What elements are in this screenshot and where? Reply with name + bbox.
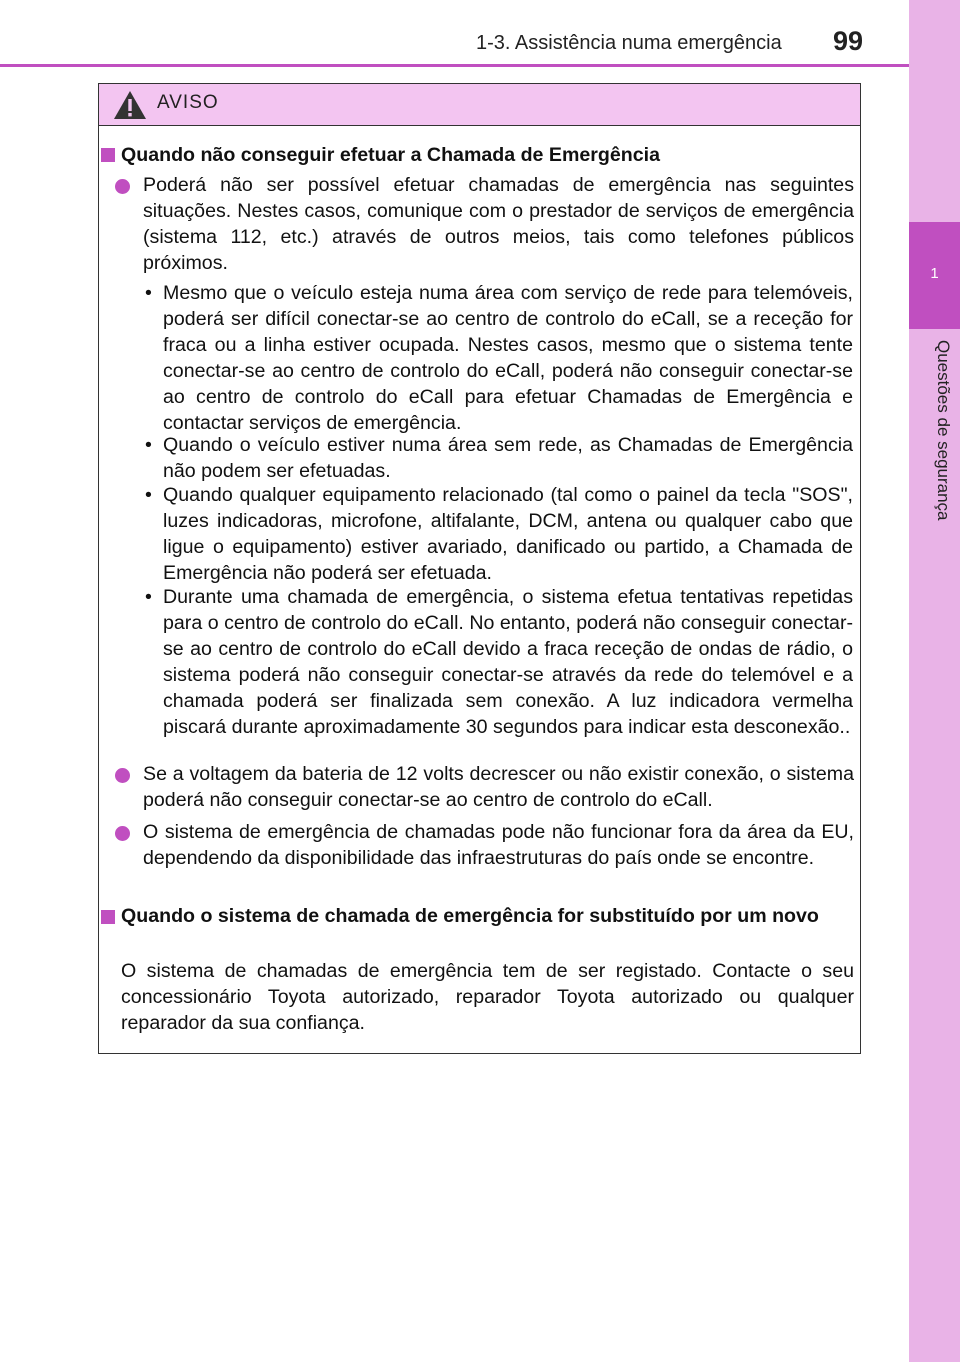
list-item: Quando o veículo estiver numa área sem rede, as Chamadas de Emergência não podem ser efetuadas. — [163, 434, 853, 482]
header-rule — [0, 64, 909, 67]
section-heading: Quando o sistema de chamada de emergência for substituído por um novo — [121, 905, 819, 927]
paragraph: O sistema de chamadas de emergência tem de ser registado. Contacte o seu concessionário Toyota autorizado, reparador Toyota autorizado ou qualquer reparador da sua confiança. — [121, 960, 854, 1034]
section-heading: Quando não conseguir efetuar a Chamada de Emergência — [121, 144, 660, 166]
chapter-number: 1 — [930, 265, 939, 282]
warning-triangle-icon — [113, 90, 147, 120]
warning-title: AVISO — [157, 92, 219, 113]
section-marker-square — [101, 148, 115, 162]
list-item: Quando qualquer equipamento relacionado (tal como o painel da tecla "SOS", luzes indicadoras, microfone, altifalante, DCM, antena ou qualquer cabo que ligue o equipamento) estiver avariado, danificado ou partido, a Chamada de Emergência não poderá ser efetuada. — [163, 484, 853, 584]
bullet-dot — [115, 179, 130, 194]
page-number: 99 — [833, 26, 864, 56]
bullet-dot — [115, 768, 130, 783]
paragraph: Se a voltagem da bateria de 12 volts decrescer ou não existir conexão, o sistema poderá não conseguir conectar-se ao centro de controlo do eCall. — [143, 763, 854, 811]
chapter-label: Questões de segurança — [934, 340, 953, 521]
list-bullet: • — [145, 282, 152, 304]
chapter-tab — [909, 0, 960, 1362]
warning-header — [99, 84, 860, 126]
bullet-dot — [115, 826, 130, 841]
paragraph: O sistema de emergência de chamadas pode não funcionar fora da área da EU, dependendo da disponibilidade das infraestruturas do país onde se encontre. — [143, 821, 854, 869]
section-title: 1-3. Assistência numa emergência — [476, 32, 782, 54]
list-bullet: • — [145, 434, 152, 456]
paragraph: Poderá não ser possível efetuar chamadas de emergência nas seguintes situações. Nestes casos, comunique com o prestador de serviços de emergência (sistema 112, etc.) através de outros meios, tais como telefones públicos próximos. — [143, 174, 854, 274]
list-item: Durante uma chamada de emergência, o sistema efetua tentativas repetidas para o centro de controlo do eCall. No entanto, poderá não conseguir conectar-se ao centro de controlo do eCall devido a fraca receção de ondas de rádio, o sistema poderá não conseguir conectar-se através da rede do telemóvel e a chamada poderá ser finalizada sem conexão. A luz indicadora vermelha piscará durante aproximadamente 30 segundos para indicar esta desconexão.. — [163, 586, 853, 738]
list-bullet: • — [145, 484, 152, 506]
warning-box — [98, 83, 861, 1054]
list-bullet: • — [145, 586, 152, 608]
section-marker-square — [101, 910, 115, 924]
list-item: Mesmo que o veículo esteja numa área com serviço de rede para telemóveis, poderá ser difícil conectar-se ao centro de controlo do eCall, se a receção for fraca ou a linha estiver ocupada. Nestes casos, mesmo que o sistema tente conectar-se ao centro de controlo do eCall, poderá não conseguir conectar-se ao centro de controlo do eCall para efetuar Chamadas de Emergência e contactar serviços de emergência. — [163, 282, 853, 434]
